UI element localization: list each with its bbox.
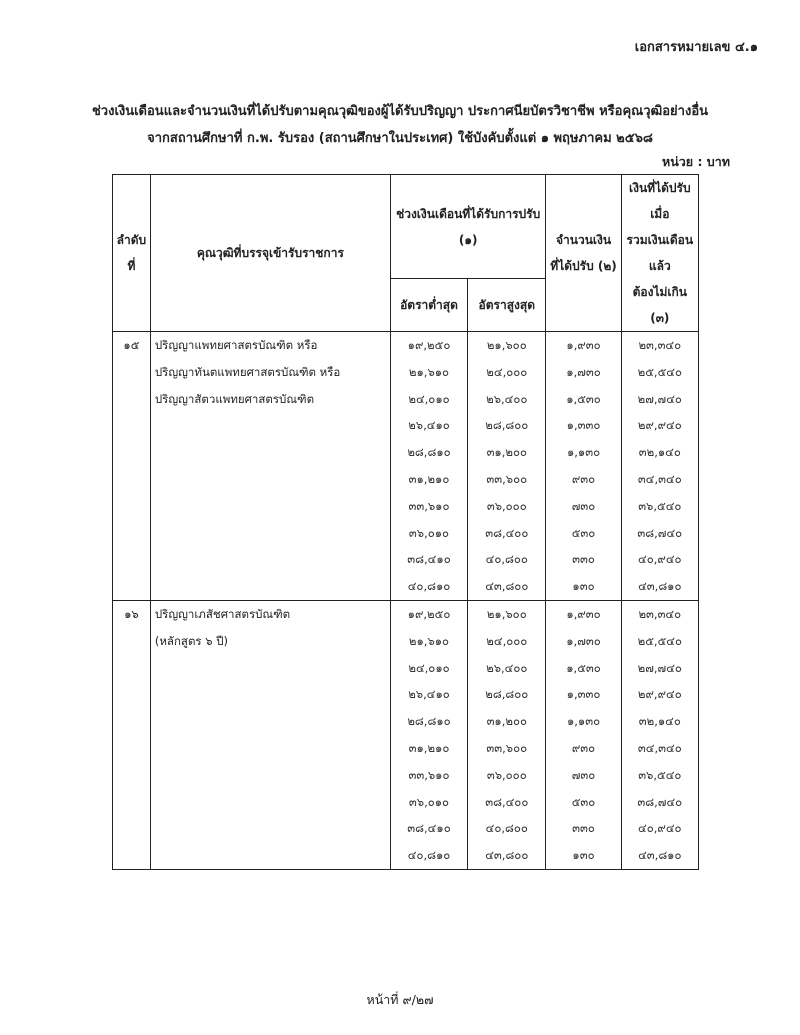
adjust-value: ๑,๙๓๐: [566, 606, 601, 621]
adjust-value: ๗๓๐: [571, 498, 596, 513]
qualification-line: ปริญญาทันตแพทยศาสตรบัณฑิต หรือ: [154, 364, 341, 379]
unit-label: หน่วย : บาท: [661, 154, 730, 169]
qualification-line: (หลักสูตร ๖ ปี): [154, 633, 228, 648]
max-value: ๓๘,๔๐๐: [485, 525, 529, 540]
adjust-value: ๑,๑๓๐: [566, 445, 601, 460]
min-value: ๒๖,๔๑๐: [408, 687, 450, 702]
header-cap: เงินที่ได้ปรับเมื่อ รวมเงินเดือนแล้ว ต้องไม่เกิน (๓): [621, 175, 698, 332]
document-number: เอกสารหมายเลข ๔.๑: [634, 40, 758, 55]
table-row: [113, 332, 699, 601]
min-value: ๑๙,๒๕๐: [407, 338, 451, 352]
min-values: [390, 600, 467, 869]
header-adjust: จำนวนเงิน ที่ได้ปรับ (๒): [546, 175, 621, 332]
cap-value: ๔๓,๘๑๐: [638, 848, 682, 863]
row-number: ๑๖: [113, 600, 151, 869]
cap-value: ๓๖,๕๔๐: [638, 498, 682, 513]
cap-value: ๒๗,๗๔๐: [637, 391, 682, 406]
cap-value: ๔๐,๙๔๐: [638, 552, 682, 567]
adjust-value: ๑,๙๓๐: [566, 338, 601, 352]
header-min: อัตราต่ำสุด: [390, 279, 467, 332]
cap-value: ๓๘,๗๔๐: [637, 794, 683, 809]
min-values: [390, 332, 467, 601]
max-value: ๓๑,๒๐๐: [486, 714, 527, 729]
max-value: ๓๘,๔๐๐: [485, 794, 529, 809]
cap-value: ๓๒,๑๔๐: [638, 714, 681, 729]
min-value: ๓๓,๖๑๐: [408, 498, 450, 513]
min-value: ๒๘,๘๑๐: [407, 445, 451, 460]
min-value: ๓๑,๒๑๐: [408, 740, 450, 755]
cap-value: ๓๒,๑๔๐: [638, 445, 681, 460]
cap-value: ๒๓,๓๔๐: [638, 606, 682, 621]
adjust-value: ๑,๑๓๐: [566, 714, 601, 729]
max-value: ๒๘,๘๐๐: [485, 687, 529, 702]
adjust-value: ๑,๕๓๐: [566, 660, 601, 675]
min-value: ๒๔,๐๑๐: [408, 391, 450, 406]
cap-value: ๒๕,๕๔๐: [637, 633, 682, 648]
min-value: ๒๘,๘๑๐: [407, 714, 451, 729]
adjust-value: ๙๓๐: [571, 740, 596, 755]
min-value: ๔๐,๘๑๐: [407, 848, 451, 863]
adjust-value: ๓๓๐: [572, 552, 595, 567]
max-value: ๔๐,๘๐๐: [485, 552, 528, 567]
cap-values: [621, 332, 698, 601]
min-value: ๒๖,๔๑๐: [408, 418, 450, 433]
adjust-value: ๕๓๐: [571, 525, 596, 540]
max-value: ๓๓,๖๐๐: [486, 740, 528, 755]
header-no: ลำดับ ที่: [113, 175, 151, 332]
min-value: ๔๐,๘๑๐: [407, 579, 451, 594]
adjust-values: [546, 332, 621, 601]
header-range: ช่วงเงินเดือนที่ได้รับการปรับ (๑): [390, 175, 546, 279]
adjust-values: [546, 600, 621, 869]
cap-value: ๒๓,๓๔๐: [638, 338, 682, 352]
min-value: ๒๑,๖๑๐: [408, 364, 450, 379]
min-value: ๓๑,๒๑๐: [408, 471, 450, 486]
document-title-line2: จากสถานศึกษาที่ ก.พ. รับรอง (สถานศึกษาในประเทศ) ใช้บังคับตั้งแต่ ๑ พฤษภาคม ๒๕๖๘: [147, 131, 653, 146]
cap-value: ๒๕,๕๔๐: [637, 364, 682, 379]
min-value: ๓๘,๔๑๐: [407, 552, 451, 567]
qualification-line: ปริญญาเภสัชศาสตรบัณฑิต: [154, 606, 291, 621]
cap-value: ๓๖,๕๔๐: [638, 767, 682, 782]
min-value: ๓๓,๖๑๐: [408, 767, 450, 782]
adjust-value: ๑,๓๓๐: [566, 418, 601, 433]
max-value: ๓๓,๖๐๐: [486, 471, 528, 486]
qualification-line: ปริญญาสัตวแพทยศาสตรบัณฑิต: [154, 391, 315, 406]
header-qualification: คุณวุฒิที่บรรจุเข้ารับราชการ: [150, 175, 390, 332]
min-value: ๓๘,๔๑๐: [407, 821, 451, 836]
cap-value: ๒๗,๗๔๐: [637, 660, 682, 675]
salary-table: [112, 174, 699, 870]
max-value: ๒๑,๖๐๐: [486, 338, 527, 352]
adjust-value: ๓๓๐: [572, 821, 595, 836]
adjust-value: ๑,๕๓๐: [566, 391, 601, 406]
cap-value: ๓๔,๓๔๐: [637, 740, 682, 755]
min-value: ๑๙,๒๕๐: [407, 606, 451, 621]
adjust-value: ๑,๗๓๐: [566, 364, 601, 379]
cap-value: ๒๙,๙๔๐: [637, 687, 682, 702]
page-number: หน้าที่ ๙/๒๗: [366, 992, 434, 1007]
min-value: ๓๖,๐๑๐: [408, 525, 450, 540]
adjust-value: ๑,๓๓๐: [566, 687, 601, 702]
max-value: ๒๘,๘๐๐: [485, 418, 529, 433]
adjust-value: ๑,๗๓๐: [566, 633, 601, 648]
qualification-line: ปริญญาแพทยศาสตรบัณฑิต หรือ: [154, 338, 318, 352]
cap-value: ๔๐,๙๔๐: [638, 821, 682, 836]
adjust-value: ๙๓๐: [571, 471, 596, 486]
min-value: ๓๖,๐๑๐: [408, 794, 450, 809]
max-values: [468, 600, 546, 869]
max-value: ๔๓,๘๐๐: [485, 579, 529, 594]
max-value: ๒๖,๔๐๐: [486, 660, 528, 675]
max-values: [468, 332, 546, 601]
max-value: ๓๑,๒๐๐: [486, 445, 527, 460]
min-value: ๒๔,๐๑๐: [408, 660, 450, 675]
max-value: ๒๖,๔๐๐: [486, 391, 528, 406]
cap-value: ๓๔,๓๔๐: [637, 471, 682, 486]
max-value: ๔๐,๘๐๐: [485, 821, 528, 836]
max-value: ๒๔,๐๐๐: [486, 364, 528, 379]
max-value: ๓๖,๐๐๐: [486, 767, 527, 782]
max-value: ๔๓,๘๐๐: [485, 848, 529, 863]
adjust-value: ๑๓๐: [572, 579, 595, 594]
max-value: ๓๖,๐๐๐: [486, 498, 527, 513]
qualification-cell: [150, 332, 390, 601]
max-value: ๒๑,๖๐๐: [486, 606, 527, 621]
adjust-value: ๑๓๐: [572, 848, 595, 863]
cap-value: ๒๙,๙๔๐: [637, 418, 682, 433]
document-title-line1: ช่วงเงินเดือนและจำนวนเงินที่ได้ปรับตามคุณวุฒิของผู้ได้รับปริญญา ประกาศนียบัตรวิชาชีพ หรือคุณวุฒิอย่างอื่น: [91, 104, 709, 119]
min-value: ๒๑,๖๑๐: [408, 633, 450, 648]
qualification-cell: [150, 600, 390, 869]
cap-values: [621, 600, 698, 869]
table-row: [113, 600, 699, 869]
max-value: ๒๔,๐๐๐: [486, 633, 528, 648]
cap-value: ๔๓,๘๑๐: [638, 579, 682, 594]
header-max: อัตราสูงสุด: [468, 279, 546, 332]
row-number: ๑๕: [113, 332, 151, 601]
adjust-value: ๗๓๐: [571, 767, 596, 782]
cap-value: ๓๘,๗๔๐: [637, 525, 683, 540]
adjust-value: ๕๓๐: [571, 794, 596, 809]
